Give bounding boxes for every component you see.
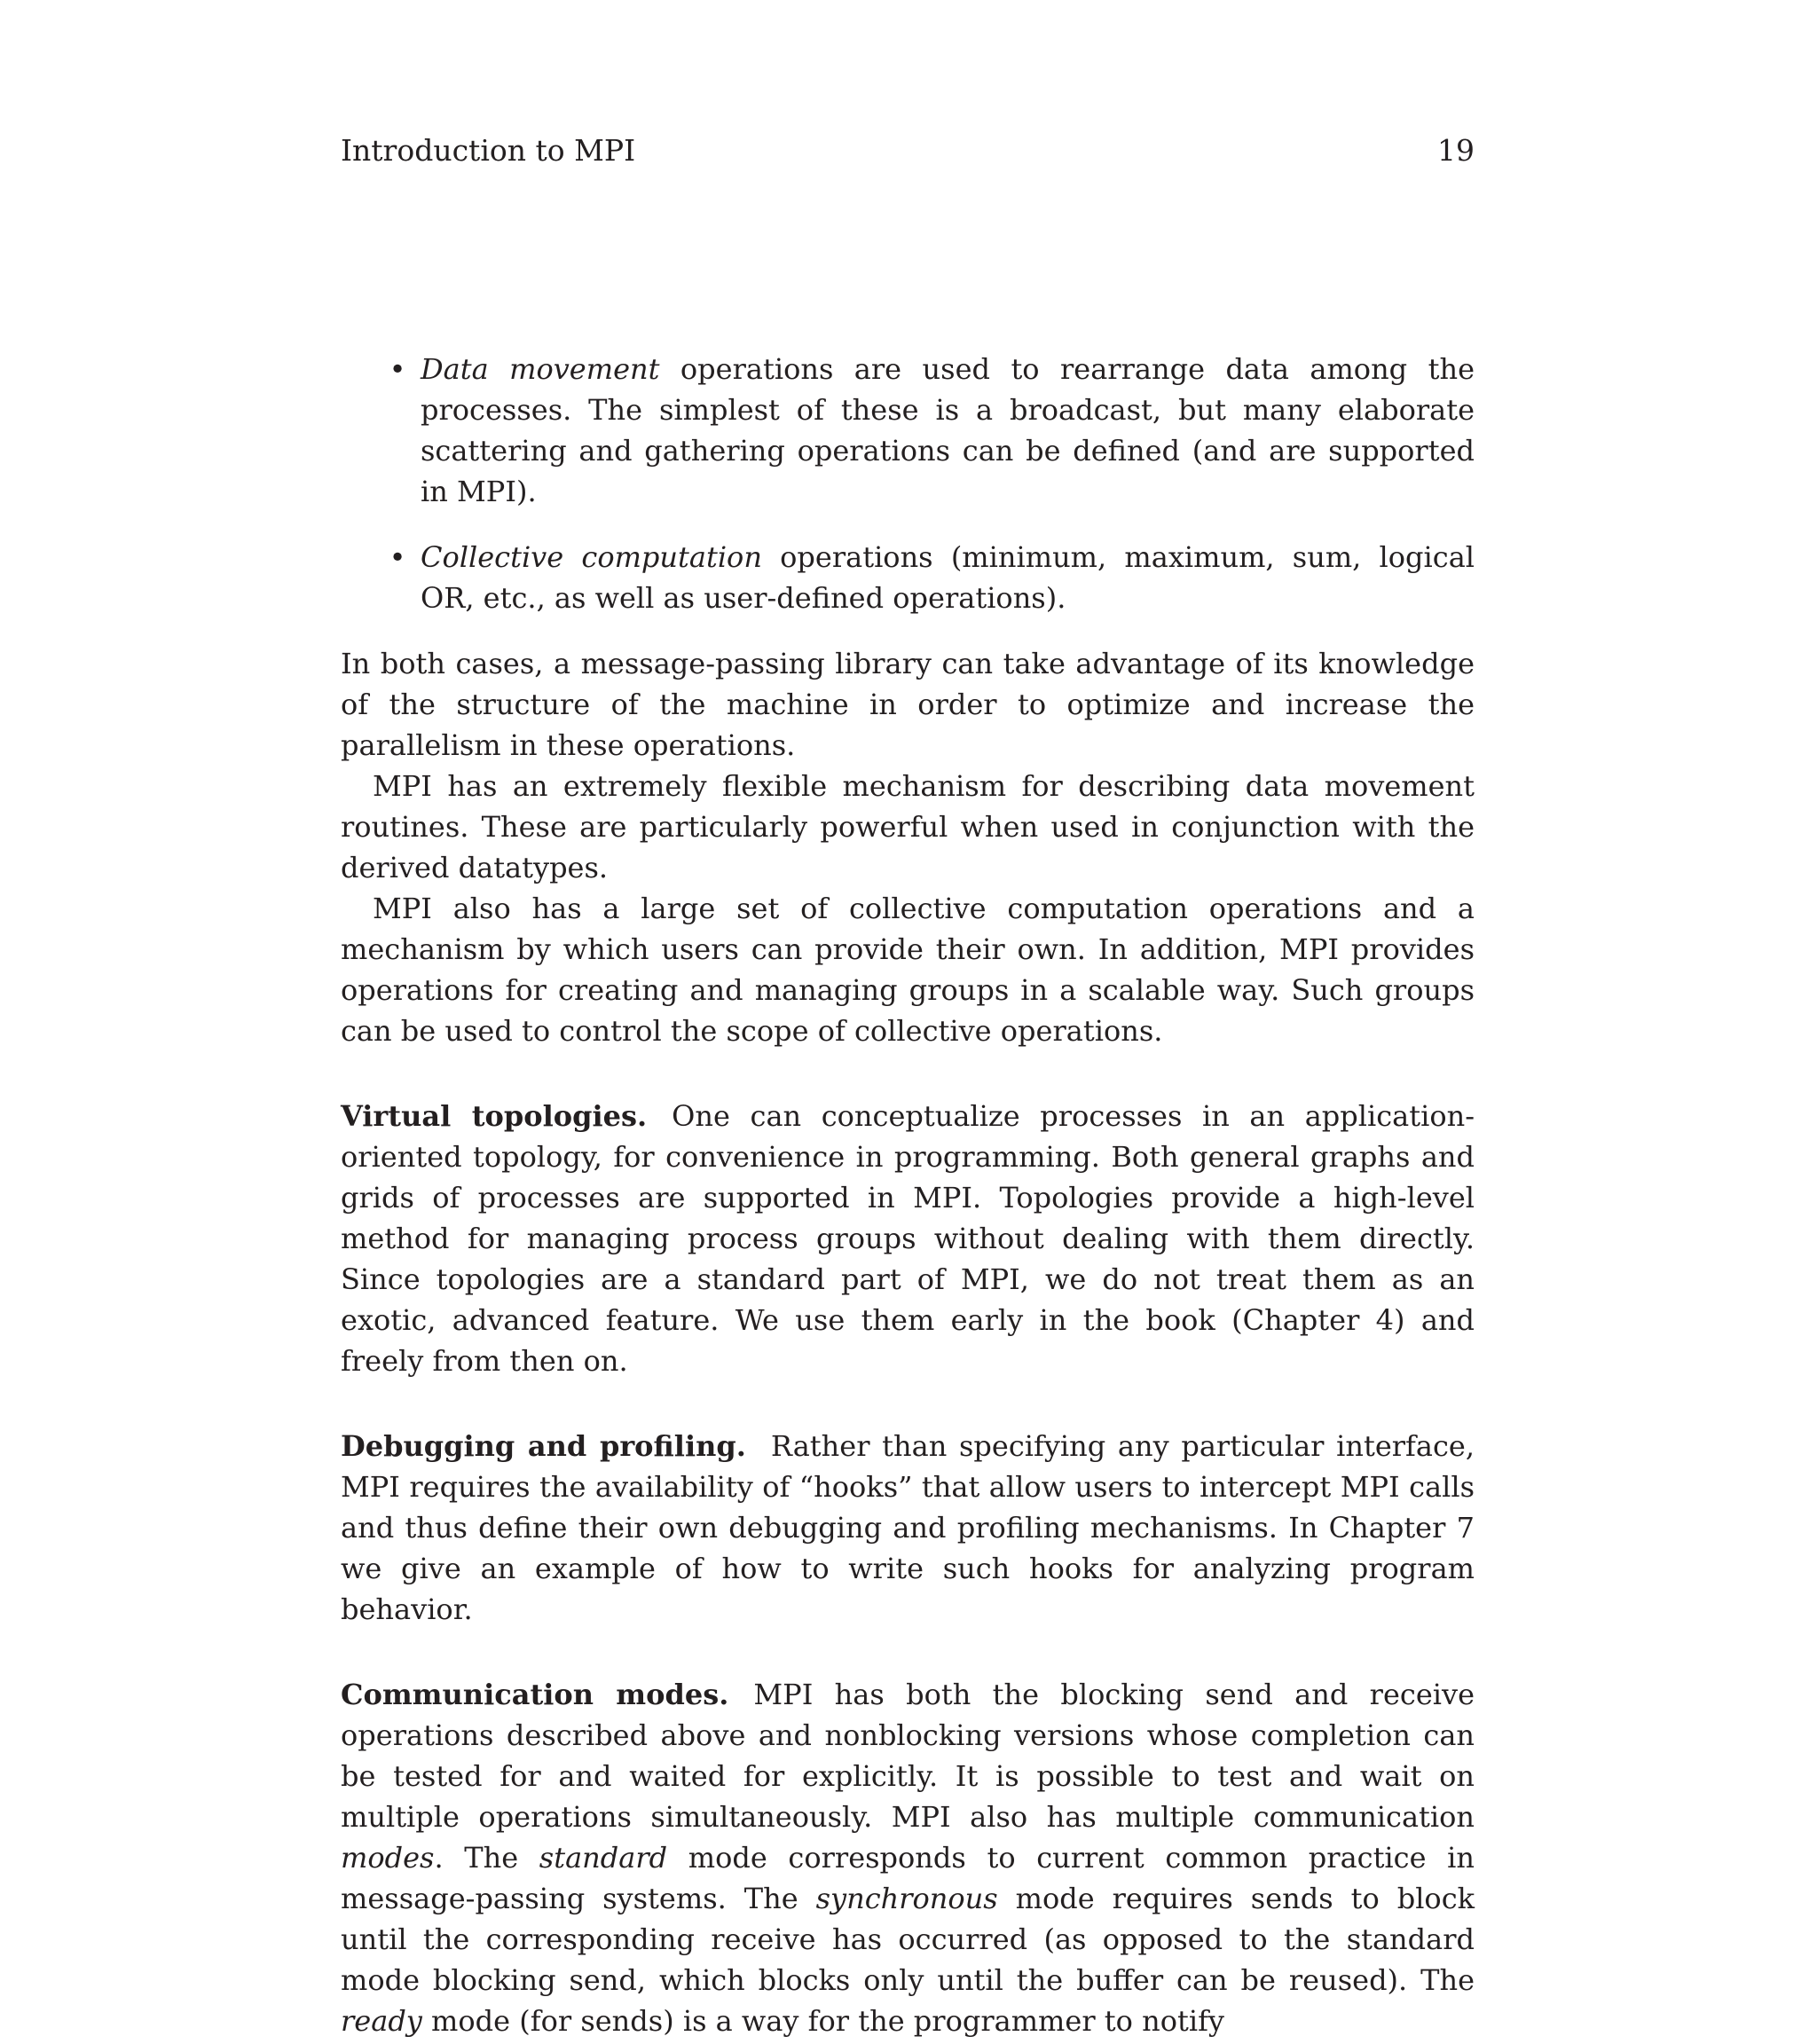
paragraph-collective-computation: MPI also has a large set of collective computation operations and a mechanism by which users can provide their own. In addition, MPI provides operations for creating and managing groups in a scalable way. Such groups can be used to control the scope of collective operations.: [341, 892, 1475, 1048]
bullet-icon: •: [389, 540, 406, 574]
section-heading: Debugging and profiling.: [341, 1429, 746, 1463]
section-text: mode (for sends) is a way for the programmer to notify: [421, 2004, 1224, 2038]
section-communication-modes: [341, 1674, 1475, 2041]
section-text: MPI has both the blocking send and receive operations described above and nonblocking versions whose completion can be tested for and waited for explicitly. It is possible to test and wait on multiple operations simultaneously. MPI also has multiple communication: [341, 1678, 1475, 1834]
term-synchronous: synchronous: [815, 1882, 998, 1915]
bullet-list: [341, 349, 1475, 618]
section-text: . The: [434, 1841, 539, 1875]
running-head-title: Introduction to MPI: [341, 133, 636, 168]
bullet-text: operations are used to rearrange data among the processes. The simplest of these is a broadcast, but many elaborate scattering and gathering operations can be defined (and are supported in MPI).: [421, 352, 1475, 508]
bullet-item-collective-computation: [389, 537, 1475, 618]
section-text: One can conceptualize processes in an application-oriented topology, for convenience in programming. Both general graphs and grids of processes are supported in MPI. Topologies provide a high-level method for managing process groups without dealing with them directly. Since topologies are a standard part of MPI, we do not treat them as an exotic, advanced feature. We use them early in the book (Chapter 4) and freely from then on.: [341, 1099, 1475, 1378]
section-heading: Communication modes.: [341, 1678, 729, 1711]
section-text: Rather than specifying any particular interface, MPI requires the availability of “hooks” that allow users to intercept MPI calls and thus define their own debugging and profiling mechanisms. In Chapter 7 we give an example of how to write such hooks for analyzing program behavior.: [341, 1429, 1475, 1626]
section-text: mode requires sends to block until the corresponding receive has occurred (as opposed to the standard mode blocking send, which blocks only until the buffer can be reused). The: [341, 1882, 1475, 1997]
page-number: 19: [1437, 133, 1475, 168]
section-debugging-profiling: [341, 1426, 1475, 1630]
section-heading: Virtual topologies.: [341, 1099, 648, 1133]
body-text: [341, 349, 1475, 2041]
paragraph-data-movement: MPI has an extremely flexible mechanism for describing data movement routines. These are particularly powerful when used in conjunction with the derived datatypes.: [341, 769, 1475, 884]
running-head: [341, 133, 1475, 169]
term-standard: standard: [539, 1841, 668, 1875]
bullet-term: Data movement: [421, 352, 660, 386]
bullet-text: operations (minimum, maximum, sum, logical OR, etc., as well as user-defined operations).: [421, 540, 1475, 615]
term-ready: ready: [341, 2004, 422, 2038]
section-virtual-topologies: [341, 1096, 1475, 1381]
bullet-item-data-movement: [389, 349, 1475, 512]
bullet-term: Collective computation: [421, 540, 762, 574]
term-modes: modes: [341, 1841, 435, 1875]
paragraph-both-cases: In both cases, a message-passing library can take advantage of its knowledge of the structure of the machine in order to optimize and increase the parallelism in these operations.: [341, 647, 1475, 762]
section-text: mode corresponds to current common practice in message-passing systems. The: [341, 1841, 1475, 1915]
bullet-icon: •: [389, 352, 406, 386]
